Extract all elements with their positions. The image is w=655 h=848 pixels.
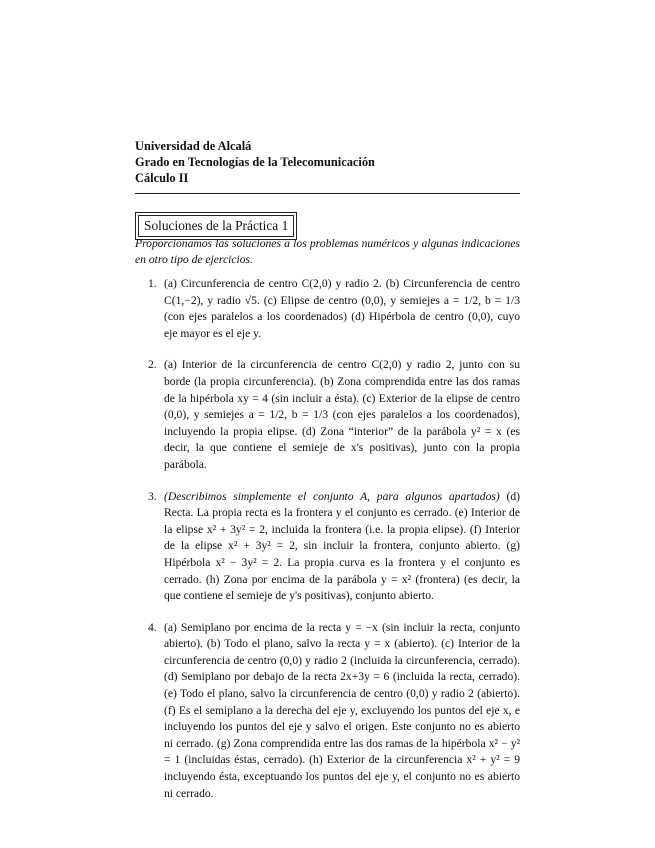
item-text: (a) Interior de la circunferencia de centro C(2,0) y radio 2, junto con su borde (la propia circunferencia). (b) Zona comprendida entre las dos ramas de la hipérbola xy = 4 (sin incluir a ésta). (c) Exterior de la elipse de centro (0,0), y semiejes a = 1/2, b = 1/3 (con ejes paralelos a los coordenados), incluyendo la propia elipse. (d) Zona “interior” de la parábola y² = x (es decir, la que contiene el semieje de x's positivas), junto con la propia parábola. [164, 358, 520, 471]
item-number: 1. [148, 277, 157, 290]
university-name: Universidad de Alcalá [135, 139, 252, 153]
solution-item-3 [135, 489, 520, 605]
course-name: Cálculo II [135, 171, 189, 185]
solutions-list [135, 276, 520, 817]
item-text: (d) Recta. La propia recta es la frontera y el conjunto es cerrado. (e) Interior de la elipse x² + 3y² = 2, incluida la frontera (i.e. la propia elipse). (f) Interior de la elipse x² + 3y² = 2, sin incluir la frontera, conjunto abierto. (g) Hipérbola x² − 3y² = 2. La propia curva es la frontera y el conjunto es cerrado. (h) Zona por encima de la parábola y = x² (frontera) (es decir, la que contiene el semieje de y's positivas), conjunto abierto. [164, 489, 520, 603]
solution-item-4 [135, 620, 520, 803]
item-text: (a) Semiplano por encima de la recta y = −x (sin incluir la recta, conjunto abierto). (b) Todo el plano, salvo la recta y = x (abierto). (c) Interior de la circunferencia de centro (0,0) y radio 2 (incluida la circunferencia, cerrado). (d) Semiplano por debajo de la recta 2x+3y = 6 (incluida la recta, cerrado). (e) Todo el plano, salvo la circunferencia de centro (0,0) y radio 2 (abierto). (f) Es el semiplano a la derecha del eje y, excluyendo los puntos del eje x, e incluyendo los puntos del eje y salvo el origen. Este conjunto no es abierto ni cerrado. (g) Zona comprendida entre las dos ramas de la hipérbola x² − y² = 1 (incluidas éstas, cerrado). (h) Exterior de la circunferencia x² + y² = 9 incluyendo ésta, exceptuando los puntos del eje y, el conjunto no es abierto ni cerrado. [164, 620, 520, 800]
solution-item-2 [135, 357, 520, 473]
document-header [135, 138, 520, 186]
item-number: 2. [148, 358, 157, 372]
intro-paragraph: Proporcionamos las soluciones a los problemas numéricos y algunas indicaciones en otro tipo de ejercicios. [135, 237, 520, 266]
degree-name: Grado en Tecnologías de la Telecomunicación [135, 155, 375, 169]
item-number: 3. [148, 489, 157, 503]
solution-item-1 [135, 276, 520, 342]
item-number: 4. [148, 620, 157, 634]
item-text: (a) Circunferencia de centro C(2,0) y radio 2. (b) Circunferencia de centro C(1,−2), y radio √5. (c) Elipse de centro (0,0), y semiejes a = 1/2, b = 1/3 (con ejes paralelos a los coordenados) (d) Hipérbola de centro (0,0), cuyo eje mayor es el eje y. [164, 277, 520, 340]
page-title: Soluciones de la Práctica 1 [138, 215, 294, 237]
header-rule [135, 193, 520, 194]
item-lead: (Describimos simplemente el conjunto A, para algunos apartados) [164, 489, 500, 503]
